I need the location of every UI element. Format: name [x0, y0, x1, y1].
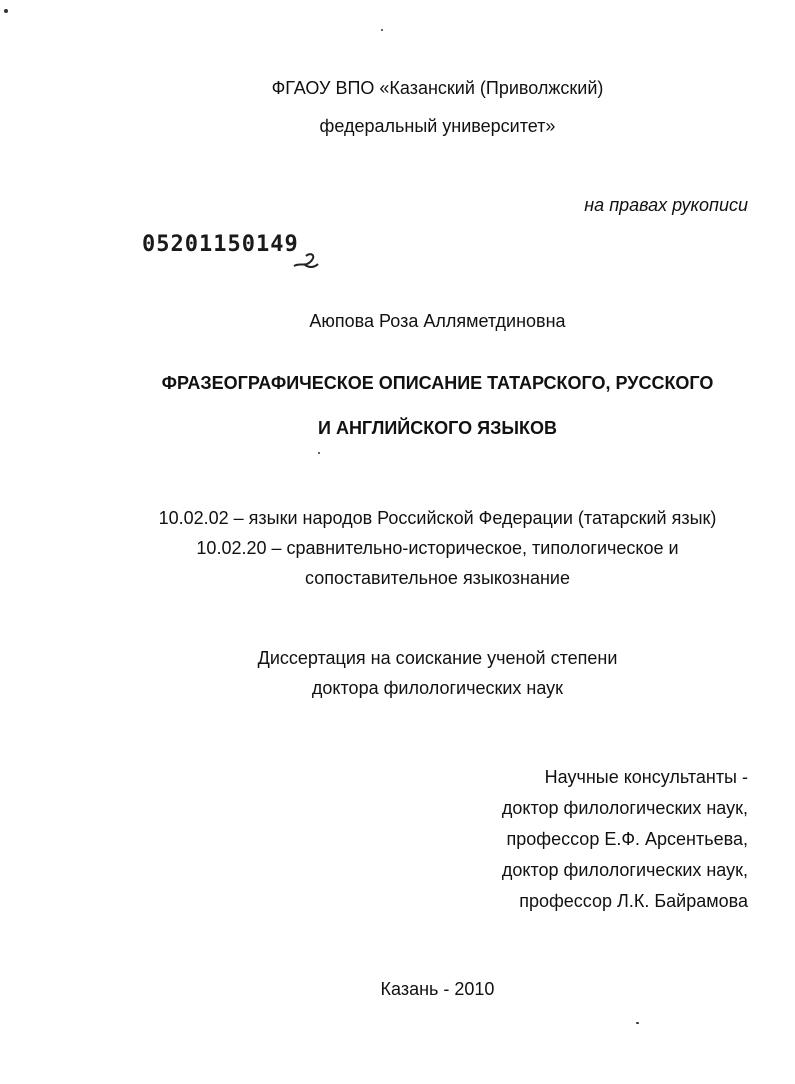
title-line-1: ФРАЗЕОГРАФИЧЕСКОЕ ОПИСАНИЕ ТАТАРСКОГО, РУССКОГО: [161, 373, 714, 393]
specialty-line-1: 10.02.02 – языки народов Российской Федерации (татарский язык): [158, 508, 717, 528]
consultants-heading: Научные консультанты -: [544, 767, 748, 787]
consultant-line-2: профессор Е.Ф. Арсентьева,: [506, 829, 748, 849]
scan-speck: [381, 29, 383, 31]
scan-speck: [318, 452, 320, 454]
degree-line-2: доктора филологических наук: [311, 678, 564, 698]
city-year: Казань - 2010: [380, 979, 495, 999]
scan-speck: [4, 9, 8, 13]
institution-line-2: федеральный университет»: [319, 116, 556, 136]
consultant-line-1: доктор филологических наук,: [501, 798, 748, 818]
manuscript-note: на правах рукописи: [584, 195, 748, 215]
scan-speck: [636, 1022, 639, 1024]
registry-number-stamp: 05201150149: [142, 232, 299, 257]
specialty-line-2: 10.02.20 – сравнительно-историческое, типологическое и: [196, 538, 679, 558]
specialty-line-3: сопоставительное языкознание: [305, 568, 570, 588]
degree-line-1: Диссертация на соискание ученой степени: [257, 648, 618, 668]
consultant-line-4: профессор Л.К. Байрамова: [519, 891, 748, 911]
title-line-2: И АНГЛИЙСКОГО ЯЗЫКОВ: [318, 418, 557, 438]
author-name: Аюпова Роза Алляметдиновна: [309, 311, 566, 331]
handwritten-mark-icon: [290, 238, 320, 272]
consultant-line-3: доктор филологических наук,: [501, 860, 748, 880]
institution-line-1: ФГАОУ ВПО «Казанский (Приволжский): [271, 78, 604, 98]
